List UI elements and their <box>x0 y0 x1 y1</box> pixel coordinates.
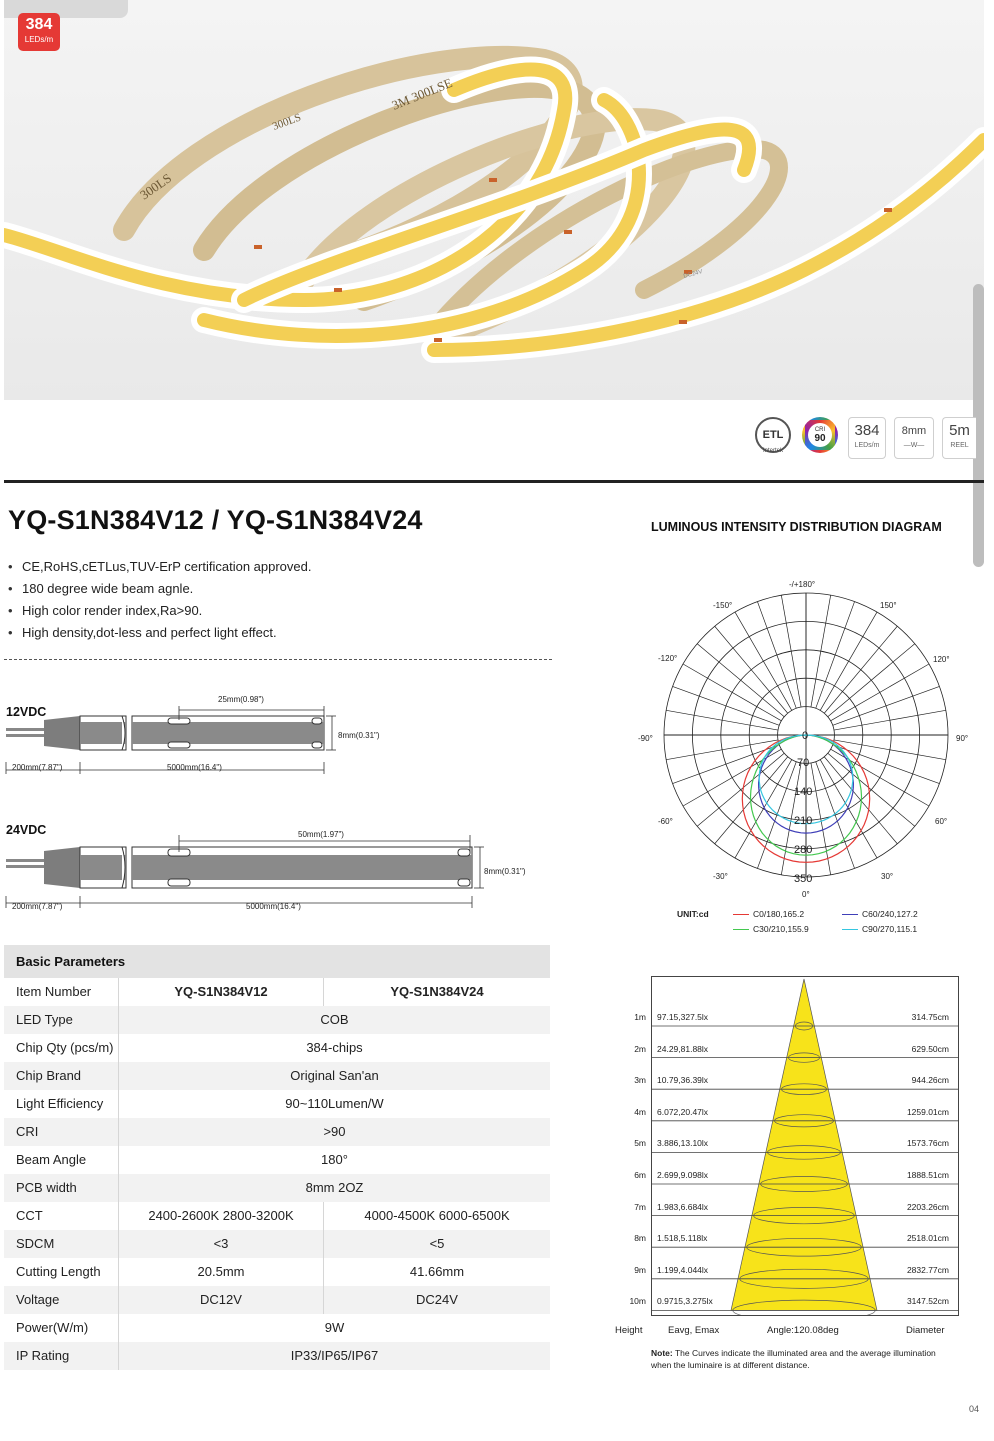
row-value: <5 <box>429 1236 445 1251</box>
density-unit: LEDs/m <box>854 442 880 449</box>
lead-dimension: 200mm(7.87") <box>12 763 63 772</box>
angle-label: -60° <box>658 817 673 826</box>
product-photo <box>4 0 984 400</box>
table-row <box>4 1314 550 1342</box>
row-label: Cutting Length <box>4 1258 119 1286</box>
row-label: Item Number <box>4 978 119 1006</box>
diameter-label: 1259.01cm <box>906 1106 949 1117</box>
row-label: Beam Angle <box>4 1146 119 1174</box>
table-row <box>4 1034 550 1062</box>
polar-diagram-title: LUMINOUS INTENSITY DISTRIBUTION DIAGRAM <box>651 520 942 534</box>
angle-label: -/+180° <box>789 580 816 589</box>
pitch-dimension: 50mm(1.97") <box>298 830 344 839</box>
polar-spoke <box>715 626 788 713</box>
polar-spoke <box>831 664 929 721</box>
polar-spoke <box>735 612 792 710</box>
etl-label: ETL <box>762 429 784 441</box>
row-value: 2400-2600K 2800-3200K <box>119 1202 324 1230</box>
illuminance-label: 0.9715,3.275lx <box>657 1296 713 1307</box>
table-row <box>4 1146 550 1174</box>
dashed-divider <box>4 659 552 660</box>
radial-label: 210 <box>794 815 813 827</box>
legend-swatch <box>842 929 858 930</box>
badge-unit: LEDs/m <box>24 35 54 44</box>
table-row <box>4 1062 550 1090</box>
row-value: YQ-S1N384V24 <box>390 984 484 999</box>
angle-caption: Angle:120.08deg <box>767 1325 839 1336</box>
table-row <box>4 1174 550 1202</box>
radial-label: 0 <box>802 730 809 742</box>
reel-print: 3M 300LSE <box>389 74 455 113</box>
row-label: Voltage <box>4 1286 119 1314</box>
row-label: Light Efficiency <box>4 1090 119 1118</box>
led-reel-illustration <box>4 0 984 400</box>
polar-spoke <box>666 710 778 730</box>
legend-item: C60/240,127.2 <box>842 909 918 919</box>
polar-spoke <box>820 612 877 710</box>
polar-spoke <box>697 644 784 717</box>
table-row <box>4 1258 550 1286</box>
product-title: YQ-S1N384V12 / YQ-S1N384V24 <box>8 505 423 535</box>
reel-value: 5m <box>949 422 970 439</box>
polar-spoke <box>834 710 946 730</box>
width-unit: —W— <box>903 442 925 449</box>
width-dimension: 8mm(0.31") <box>484 867 526 876</box>
badge-number: 384 <box>25 16 53 33</box>
table-row <box>4 1230 550 1258</box>
reel-print: 300LS <box>137 170 175 203</box>
height-label: 3m <box>634 1075 646 1086</box>
diameter-label: 2518.01cm <box>906 1233 949 1244</box>
row-label: Power(W/m) <box>4 1314 119 1342</box>
intertek-label: Intertek <box>762 448 783 454</box>
cri-value: 90 <box>814 433 826 444</box>
feature-item: • CE,RoHS,cETLus,TUV-ErP certification approved. <box>8 556 312 578</box>
density-value: 384 <box>854 422 880 439</box>
row-value: 4000-4500K 6000-6500K <box>364 1208 510 1223</box>
height-label: 1m <box>634 1012 646 1022</box>
cone-note <box>651 1347 951 1371</box>
length-dimension: 5000mm(16.4") <box>167 763 222 772</box>
lead-dimension: 200mm(7.87") <box>12 902 63 911</box>
radial-label: 350 <box>794 873 813 885</box>
feature-item: • 180 degree wide beam agnle. <box>8 578 312 600</box>
illuminance-label: 1.983,6.684lx <box>657 1201 709 1212</box>
row-value: 9W <box>324 1320 345 1335</box>
height-label: 5m <box>634 1138 646 1149</box>
table-row <box>4 1202 550 1230</box>
polar-spoke <box>828 753 915 826</box>
height-label: 8m <box>634 1233 646 1244</box>
diameter-label: 944.26cm <box>911 1075 949 1086</box>
angle-label: 120° <box>933 655 950 664</box>
legend-swatch <box>733 929 749 930</box>
illuminance-label: 1.518,5.118lx <box>657 1233 708 1244</box>
legend-item: C0/180,165.2 <box>733 909 804 919</box>
voltage-24v-label: 24VDC <box>6 823 47 837</box>
angle-label: -150° <box>713 601 733 610</box>
width-icon <box>894 417 934 459</box>
note-label: Note: <box>651 1348 673 1358</box>
row-value: 41.66mm <box>409 1264 465 1279</box>
strip-marking: DC24V <box>682 269 704 280</box>
basic-parameters-table <box>4 945 550 1370</box>
page-number: 04 <box>969 1404 980 1414</box>
width-value: 8mm <box>901 425 927 437</box>
illuminance-label: 3.886,13.10lx <box>657 1138 709 1149</box>
angle-label: -120° <box>658 654 678 663</box>
polar-spoke <box>828 644 915 717</box>
diameter-label: 629.50cm <box>911 1043 949 1054</box>
polar-spoke <box>673 686 780 725</box>
table-row <box>4 1006 550 1034</box>
legend-item: C30/210,155.9 <box>733 924 809 934</box>
diameter-label: 2203.26cm <box>906 1201 949 1212</box>
row-label: LED Type <box>4 1006 119 1034</box>
reel-unit: REEL <box>950 442 969 449</box>
diameter-label: 2832.77cm <box>906 1264 949 1275</box>
table-row <box>4 1286 550 1314</box>
legend-swatch <box>842 914 858 915</box>
table-row <box>4 1090 550 1118</box>
height-label: 7m <box>634 1201 646 1212</box>
polar-spoke <box>666 740 778 760</box>
table-row <box>4 978 550 1006</box>
illuminance-label: 24.29,81.88lx <box>657 1043 709 1054</box>
polar-spoke <box>816 602 855 709</box>
row-value: DC24V <box>416 1292 458 1307</box>
table-row <box>4 1118 550 1146</box>
note-text: The Curves indicate the illuminated area and the average illumination when the luminaire is at different distance. <box>651 1348 936 1370</box>
polar-spoke <box>697 753 784 826</box>
cri-label: CRI <box>814 427 826 433</box>
angle-label: 150° <box>880 601 897 610</box>
illuminance-label: 97.15,327.5lx <box>657 1012 709 1022</box>
feature-list <box>8 556 312 644</box>
row-value: 384-chips <box>306 1040 363 1055</box>
table-heading: Basic Parameters <box>4 945 550 978</box>
polar-spoke <box>757 602 796 709</box>
row-value: 20.5mm <box>119 1258 324 1286</box>
illuminance-label: 1.199,4.044lx <box>657 1264 709 1275</box>
legend-item: C90/270,115.1 <box>842 924 917 934</box>
feature-item: • High color render index,Ra>90. <box>8 600 312 622</box>
row-label: Chip Qty (pcs/m) <box>4 1034 119 1062</box>
polar-spoke <box>781 595 801 707</box>
eavg-caption: Eavg, Emax <box>668 1325 720 1336</box>
polar-spoke <box>811 595 831 707</box>
row-label: CRI <box>4 1118 119 1146</box>
row-value: 8mm 2OZ <box>305 1180 364 1195</box>
angle-label: -90° <box>638 734 653 743</box>
radial-label: 70 <box>797 757 810 769</box>
diameter-label: 3147.52cm <box>906 1296 949 1307</box>
polar-spoke <box>683 664 781 721</box>
legend-swatch <box>733 914 749 915</box>
table-row <box>4 1342 550 1370</box>
density-badge <box>18 13 60 51</box>
height-label: 6m <box>634 1170 646 1180</box>
height-label: 2m <box>634 1043 646 1054</box>
row-label: CCT <box>4 1202 119 1230</box>
angle-label: 60° <box>935 817 948 826</box>
reel-print: 300LS <box>270 111 303 133</box>
diameter-label: 1888.51cm <box>906 1170 949 1180</box>
voltage-12v-label: 12VDC <box>6 705 47 719</box>
angle-label: -30° <box>713 872 728 881</box>
row-value: YQ-S1N384V12 <box>119 978 324 1006</box>
diameter-caption: Diameter <box>906 1325 945 1336</box>
diameter-label: 1573.76cm <box>906 1138 949 1149</box>
polar-spoke <box>833 686 940 725</box>
row-value: 180° <box>321 1152 348 1167</box>
diameter-label: 314.75cm <box>911 1012 949 1022</box>
polar-spoke <box>824 626 897 713</box>
polar-spoke <box>834 740 946 760</box>
cone-shape <box>731 979 877 1310</box>
cri-90-icon <box>802 417 838 453</box>
illuminance-label: 10.79,36.39lx <box>657 1075 709 1086</box>
radial-label: 140 <box>794 786 813 798</box>
row-value: COB <box>320 1012 349 1027</box>
radial-label: 280 <box>794 844 813 856</box>
feature-item: • High density,dot-less and perfect light effect. <box>8 622 312 644</box>
density-icon <box>848 417 886 459</box>
angle-label: 90° <box>956 734 969 743</box>
height-label: 4m <box>634 1106 646 1117</box>
row-label: IP Rating <box>4 1342 119 1370</box>
height-caption: Height <box>615 1325 643 1336</box>
row-label: PCB width <box>4 1174 119 1202</box>
reel-length-icon <box>942 417 976 459</box>
section-divider <box>4 480 984 483</box>
pitch-dimension: 25mm(0.98") <box>218 695 264 704</box>
row-value: 90~110Lumen/W <box>285 1096 384 1111</box>
row-value: >90 <box>323 1124 346 1139</box>
row-value: IP33/IP65/IP67 <box>290 1348 379 1363</box>
height-label: 9m <box>634 1264 646 1275</box>
illuminance-label: 6.072,20.47lx <box>657 1106 709 1117</box>
angle-label: 30° <box>881 872 894 881</box>
angle-label: 0° <box>802 890 810 899</box>
row-value: Original San'an <box>290 1068 379 1083</box>
length-dimension: 5000mm(16.4") <box>246 902 301 911</box>
unit-label: UNIT:cd <box>677 909 709 919</box>
height-label: 10m <box>629 1296 646 1307</box>
table-body <box>4 978 550 1370</box>
row-label: Chip Brand <box>4 1062 119 1090</box>
row-value: DC12V <box>119 1286 324 1314</box>
illuminance-label: 2.699,9.098lx <box>657 1170 709 1180</box>
row-value: <3 <box>119 1230 324 1258</box>
width-dimension: 8mm(0.31") <box>338 731 380 740</box>
row-label: SDCM <box>4 1230 119 1258</box>
